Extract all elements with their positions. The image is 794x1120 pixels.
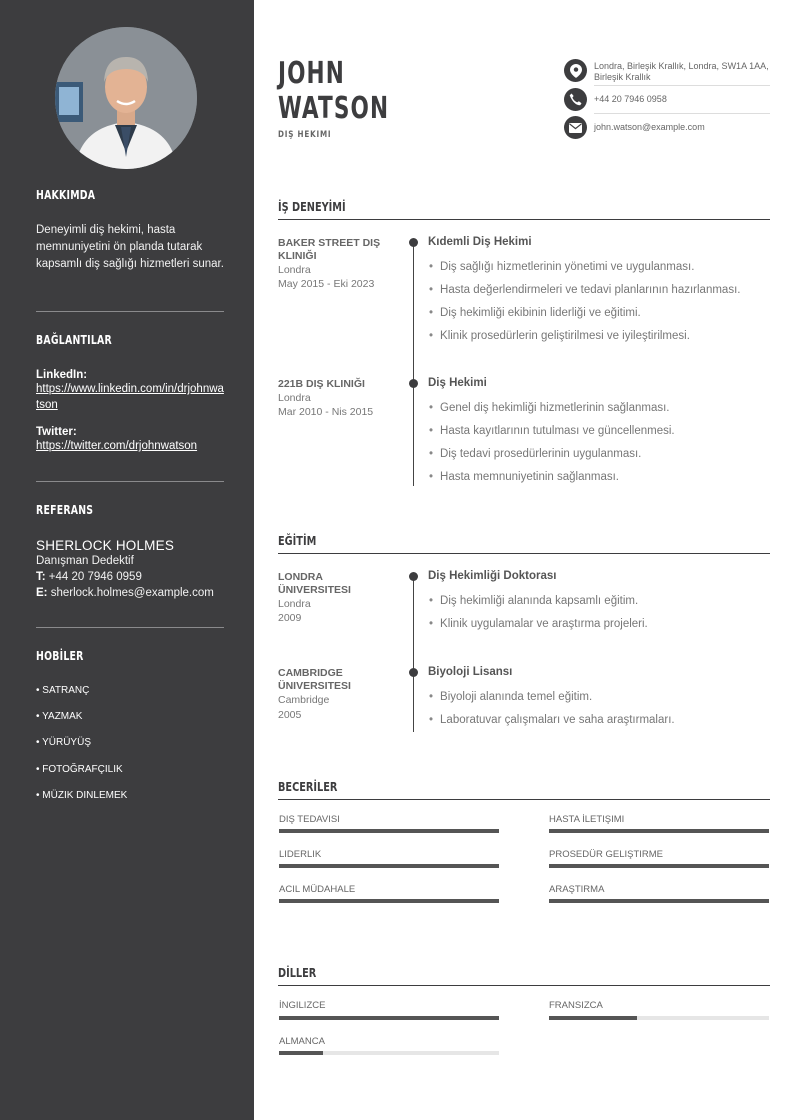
experience-title: İŞ DENEYİMİ xyxy=(278,199,346,214)
language-label: ALMANCA xyxy=(279,1036,325,1047)
school-location: Londra xyxy=(278,598,311,610)
employer-location: Londra xyxy=(278,392,311,404)
duty-bullet: • Diş hekimliği ekibinin liderliği ve eğitimi. xyxy=(429,307,641,319)
skill-label: LIDERLIK xyxy=(279,849,322,860)
reference-section xyxy=(36,503,224,601)
reference-phone-value: +44 20 7946 0959 xyxy=(48,571,142,583)
about-text: Deneyimli diş hekimi, hasta memnuniyetini ön planda tutarak kapsamlı diş sağlığı hizmetleri sunar. xyxy=(36,224,224,270)
skill-bar xyxy=(279,864,499,868)
skill-label: ARAŞTIRMA xyxy=(549,884,605,895)
skill-bar-fill xyxy=(279,899,499,903)
education-bullet: • Laboratuvar çalışmaları ve saha araştırmaları. xyxy=(429,714,675,726)
duty-bullet: • Hasta memnuniyetinin sağlanması. xyxy=(429,471,619,483)
timeline-line xyxy=(413,576,414,732)
skill-bar-fill xyxy=(549,899,769,903)
skill-bar-fill xyxy=(279,864,499,868)
first-name: JOHN xyxy=(278,56,345,91)
employment-dates: May 2015 - Eki 2023 xyxy=(278,278,375,290)
skills-title: BECERİLER xyxy=(278,779,338,794)
profile-photo xyxy=(55,27,197,169)
duty-bullet: • Diş tedavi prosedürlerinin uygulanması. xyxy=(429,448,641,460)
language-label: İNGILIZCE xyxy=(279,1000,326,1011)
language-label: FRANSIZCA xyxy=(549,1000,603,1011)
twitter-label: Twitter: xyxy=(36,426,77,438)
degree-title: Diş Hekimliği Doktorası xyxy=(428,570,557,582)
skill-bar xyxy=(279,899,499,903)
timeline-dot xyxy=(409,668,418,677)
portrait-image xyxy=(55,27,197,169)
hobbies-section xyxy=(36,649,224,819)
divider xyxy=(36,481,224,482)
hobby-item: • MÜZIK DINLEMEK xyxy=(36,790,128,801)
school-name: CAMBRIDGE ÜNIVERSITESI xyxy=(278,667,351,692)
employer-name: BAKER STREET DIŞ KLINIĞI xyxy=(278,237,381,262)
twitter-link[interactable]: https://twitter.com/drjohnwatson xyxy=(36,440,198,452)
employment-dates: Mar 2010 - Nis 2015 xyxy=(278,406,374,418)
timeline-dot xyxy=(409,572,418,581)
language-bar xyxy=(279,1016,499,1020)
graduation-year: 2009 xyxy=(278,612,302,624)
school-location: Cambridge xyxy=(278,694,330,706)
education-bullet: • Klinik uygulamalar ve araştırma projeleri. xyxy=(429,618,648,630)
skill-bar xyxy=(279,829,499,833)
employer-name: 221B DIŞ KLINIĞI xyxy=(278,378,365,390)
graduation-year: 2005 xyxy=(278,709,302,721)
hobby-item: • YÜRÜYÜŞ xyxy=(36,737,91,748)
duty-bullet: • Genel diş hekimliği hizmetlerinin sağlanması. xyxy=(429,402,670,414)
language-bar-fill xyxy=(549,1016,637,1020)
education-bullet: • Biyoloji alanında temel eğitim. xyxy=(429,691,592,703)
language-bar xyxy=(279,1051,499,1055)
skill-bar-fill xyxy=(549,864,769,868)
hobbies-title: HOBİLER xyxy=(36,649,84,663)
divider xyxy=(36,311,224,312)
section-rule xyxy=(278,985,770,986)
skill-bar xyxy=(549,829,769,833)
linkedin-link[interactable]: https://www.linkedin.com/in/drjohnwatson xyxy=(36,383,224,411)
email-text: john.watson@example.com xyxy=(594,122,705,132)
section-rule xyxy=(278,553,770,554)
address-text: Londra, Birleşik Krallık, Londra, SW1A 1AA, Birleşik Krallık xyxy=(594,61,769,82)
about-section xyxy=(36,188,224,273)
timeline-dot xyxy=(409,379,418,388)
divider xyxy=(36,627,224,628)
skill-bar-fill xyxy=(279,829,499,833)
skill-label: PROSEDÜR GELIŞTIRME xyxy=(549,849,664,860)
skill-label: HASTA İLETIŞIMI xyxy=(549,814,625,825)
links-section xyxy=(36,333,224,454)
degree-title: Biyoloji Lisansı xyxy=(428,666,513,678)
divider xyxy=(594,113,770,114)
duty-bullet: • Hasta değerlendirmeleri ve tedavi planlarının hazırlanması. xyxy=(429,284,740,296)
languages-title: DİLLER xyxy=(278,965,317,980)
contact-block xyxy=(564,59,770,149)
reference-position: Danışman Dedektif xyxy=(36,555,134,567)
timeline-dot xyxy=(409,238,418,247)
skill-bar xyxy=(549,864,769,868)
hobby-item: • FOTOĞRAFÇILIK xyxy=(36,764,123,775)
education-title: EĞİTİM xyxy=(278,533,317,548)
sidebar xyxy=(0,0,254,1120)
education-bullet: • Diş hekimliği alanında kapsamlı eğitim. xyxy=(429,595,638,607)
language-bar-fill xyxy=(279,1016,499,1020)
email-label: E: xyxy=(36,587,48,599)
linkedin-label: LinkedIn: xyxy=(36,369,88,381)
hobby-item: • SATRANÇ xyxy=(36,685,90,696)
skill-bar xyxy=(549,899,769,903)
duty-bullet: • Klinik prosedürlerin geliştirilmesi ve iyileştirilmesi. xyxy=(429,330,690,342)
skill-label: ACIL MÜDAHALE xyxy=(279,884,356,895)
phone-text: +44 20 7946 0958 xyxy=(594,94,667,104)
mail-icon xyxy=(564,116,587,139)
reference-email-value: sherlock.holmes@example.com xyxy=(50,587,214,599)
section-rule xyxy=(278,799,770,800)
link-linkedin xyxy=(36,369,224,413)
divider xyxy=(594,85,770,86)
about-title: HAKKIMDA xyxy=(36,188,96,202)
language-bar xyxy=(549,1016,769,1020)
employer-location: Londra xyxy=(278,264,311,276)
position-title: Diş Hekimi xyxy=(428,377,487,389)
name-heading xyxy=(278,56,389,126)
reference-email xyxy=(36,585,224,601)
hobby-item: • YAZMAK xyxy=(36,711,83,722)
section-rule xyxy=(278,219,770,220)
position-title: Kıdemli Diş Hekimi xyxy=(428,236,532,248)
link-twitter xyxy=(36,426,224,454)
timeline-line xyxy=(413,242,414,486)
skill-label: DIŞ TEDAVISI xyxy=(279,814,340,825)
reference-title: REFERANS xyxy=(36,503,94,517)
duty-bullet: • Diş sağlığı hizmetlerinin yönetimi ve uygulanması. xyxy=(429,261,694,273)
language-bar-fill xyxy=(279,1051,323,1055)
reference-name: SHERLOCK HOLMES xyxy=(36,538,175,553)
skill-bar-fill xyxy=(549,829,769,833)
location-pin-icon xyxy=(564,59,587,82)
duty-bullet: • Hasta kayıtlarının tutulması ve güncellenmesi. xyxy=(429,425,675,437)
reference-phone xyxy=(36,569,224,585)
last-name: WATSON xyxy=(278,91,390,126)
school-name: LONDRA ÜNIVERSITESI xyxy=(278,571,351,596)
phone-label: T: xyxy=(36,571,46,583)
links-title: BAĞLANTILAR xyxy=(36,333,112,347)
job-title: DIŞ HEKIMI xyxy=(278,130,332,140)
phone-icon xyxy=(564,88,587,111)
